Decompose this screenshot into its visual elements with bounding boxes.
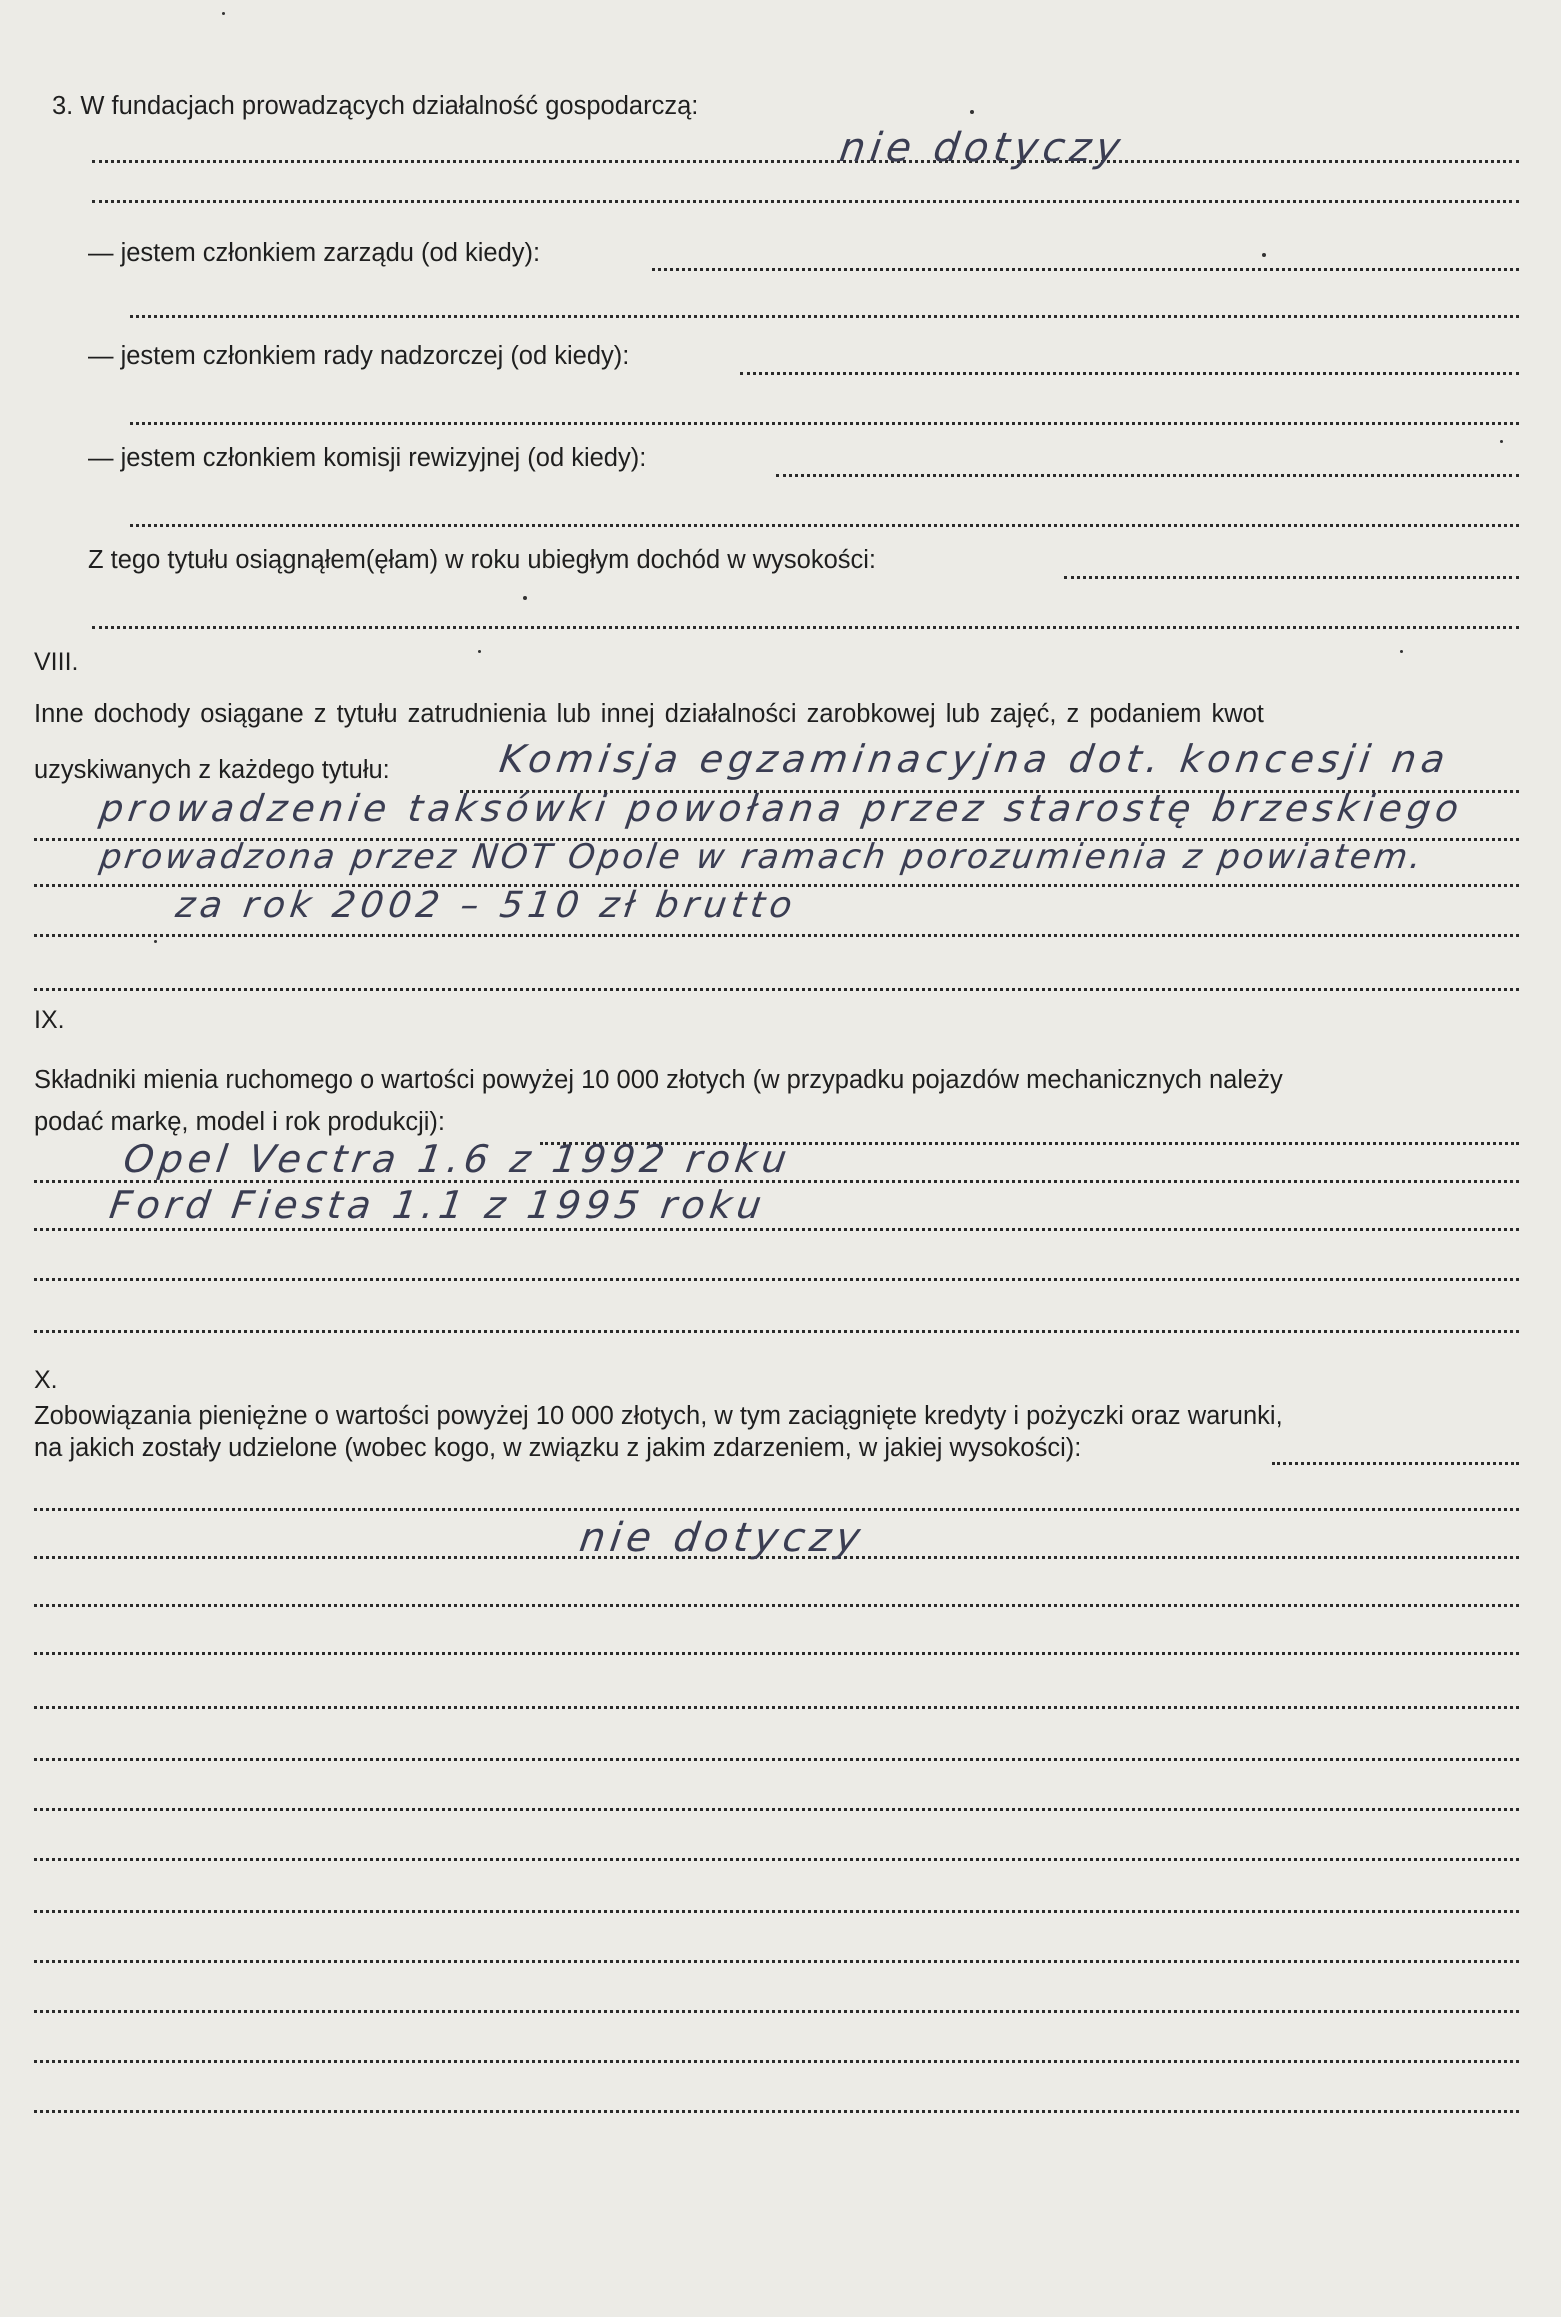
dotted-line [34, 1808, 1519, 1811]
section-number-viii: VIII. [34, 648, 79, 676]
foundations-heading: 3. W fundacjach prowadzących działalność gospodarczą: [52, 92, 699, 120]
scan-speck [222, 12, 225, 15]
dotted-line [92, 626, 1519, 629]
handwritten-line: prowadzona przez NOT Opole w ramach porozumienia z powiatem. [97, 837, 1427, 877]
board-member-label: — jestem członkiem zarządu (od kiedy): [88, 239, 541, 267]
handwritten-line: prowadzenie taksówki powołana przez starostę brzeskiego [96, 787, 1467, 830]
section-number-ix: IX. [34, 1006, 65, 1034]
dotted-line [34, 1604, 1519, 1607]
dotted-line [34, 1758, 1519, 1761]
dotted-line [652, 268, 1519, 271]
dotted-line [34, 1910, 1519, 1913]
dotted-line [34, 1508, 1519, 1511]
dotted-line [34, 1278, 1519, 1281]
scan-speck [1262, 253, 1266, 257]
vehicle-entry: Ford Fiesta 1.1 z 1995 roku [106, 1183, 770, 1227]
dotted-line [34, 2010, 1519, 2013]
dotted-line [1064, 576, 1519, 579]
handwritten-line: Komisja egzaminacyjna dot. koncesji na [496, 737, 1453, 781]
dotted-line [130, 422, 1519, 425]
other-income-text-cont: uzyskiwanych z każdego tytułu: [34, 756, 390, 784]
scan-speck [328, 988, 331, 991]
handwritten-line: za rok 2002 – 510 zł brutto [173, 885, 800, 926]
handwritten-answer: nie dotyczy [836, 125, 1128, 171]
dotted-line [740, 372, 1519, 375]
dotted-line [92, 200, 1519, 203]
liabilities-text: Zobowiązania pieniężne o wartości powyżej 10 000 złotych, w tym zaciągnięte kredyty i pożyczki oraz warunki, [34, 1402, 1283, 1430]
scan-speck [1400, 650, 1403, 653]
movable-property-text: Składniki mienia ruchomego o wartości powyżej 10 000 złotych (w przypadku pojazdów mechanicznych należy [34, 1066, 1283, 1094]
dotted-line [34, 2110, 1519, 2113]
scan-speck [1500, 440, 1503, 443]
section-number-x: X. [34, 1366, 58, 1394]
dotted-line [34, 1228, 1519, 1231]
dotted-line [1272, 1462, 1519, 1465]
scan-speck [154, 940, 157, 943]
dotted-line [34, 1330, 1519, 1333]
dotted-line [34, 1858, 1519, 1861]
dotted-line [34, 988, 1519, 991]
scan-speck [478, 650, 481, 653]
vehicle-entry: Opel Vectra 1.6 z 1992 roku [120, 1137, 795, 1181]
dotted-line [34, 1960, 1519, 1963]
scan-speck [970, 110, 974, 114]
dotted-line [34, 2060, 1519, 2063]
dotted-line [34, 1706, 1519, 1709]
dotted-line [34, 1652, 1519, 1655]
dotted-line [130, 524, 1519, 527]
scan-speck [523, 596, 527, 600]
dotted-line [776, 474, 1519, 477]
income-label: Z tego tytułu osiągnąłem(ęłam) w roku ubiegłym dochód w wysokości: [88, 546, 877, 574]
dotted-line [130, 315, 1519, 318]
handwritten-answer: nie dotyczy [576, 1515, 868, 1561]
audit-committee-label: — jestem członkiem komisji rewizyjnej (od kiedy): [88, 444, 647, 472]
supervisory-board-label: — jestem członkiem rady nadzorczej (od kiedy): [88, 342, 630, 370]
movable-property-text-cont: podać markę, model i rok produkcji): [34, 1108, 446, 1136]
dotted-line [34, 934, 1519, 937]
other-income-text: Inne dochody osiągane z tytułu zatrudnienia lub innej działalności zarobkowej lub zajęć, z podaniem kwot [34, 700, 1264, 728]
liabilities-text-cont: na jakich zostały udzielone (wobec kogo, w związku z jakim zdarzeniem, w jakiej wysokości): [34, 1434, 1082, 1462]
dotted-line [92, 160, 1519, 163]
